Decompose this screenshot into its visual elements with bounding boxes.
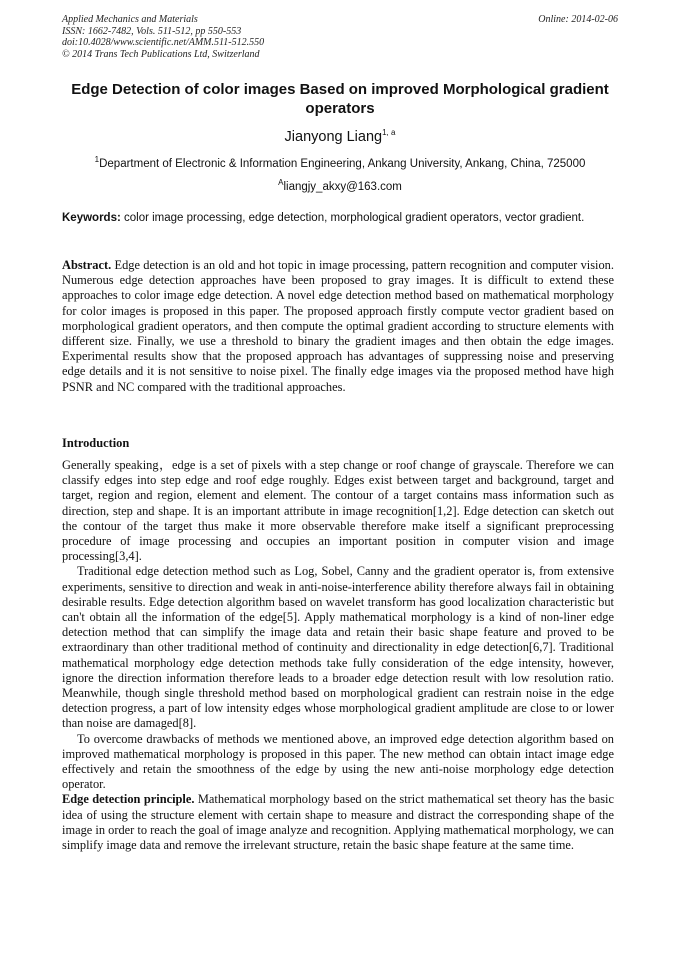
introduction-heading: Introduction — [62, 436, 130, 450]
author-name: Jianyong Liang — [284, 128, 383, 145]
issn-line: ISSN: 1662-7482, Vols. 511-512, pp 550-553 — [62, 25, 242, 37]
intro-paragraph-1: Generally speaking，edge is a set of pixels with a step change or roof change of grayscale. Therefore we can classify edges into step edge and roof edge roughly. Edges exist between target and background, target and target, region and region, element and element. The contour of a target contains mass information such as direction, step and shape. It is an important attribute in image recognition[1,2]. Edge detection can sketch out the contour of the target thus make it more observable therefore make itself a significant preprocessing procedure of image processing and occupies an important position in computer vision and image processing[3,4]. — [62, 458, 614, 564]
introduction-body — [62, 458, 614, 853]
affiliation-text: Department of Electronic & Information Engineering, Ankang University, Ankang, China, 725000 — [99, 157, 586, 170]
affiliation-superscript: 1 — [94, 155, 100, 164]
abstract-block — [62, 258, 614, 395]
journal-header — [62, 14, 618, 60]
edge-principle-label: Edge detection principle. — [62, 792, 195, 807]
paper-title: Edge Detection of color images Based on improved Morphological gradient operators — [71, 81, 609, 117]
copyright-line: © 2014 Trans Tech Publications Ltd, Switzerland — [62, 48, 260, 60]
affiliation-line — [62, 155, 618, 170]
journal-name: Applied Mechanics and Materials — [62, 14, 198, 25]
edge-principle-text: Mathematical morphology based on the strict mathematical set theory has the basic idea of using the structure element with certain shape to measure and distract the corresponding shape of the image in order to reach the goal of image analyze and recognition. Applying mathematical morphology, we can simplify image data and remove the irrelevant structure, retain the basic shape feature at the same time. — [62, 792, 614, 853]
abstract-label: Abstract. — [62, 258, 112, 272]
email-superscript: A — [278, 178, 284, 187]
email-line — [62, 178, 618, 193]
intro-paragraph-4 — [62, 792, 614, 853]
intro-paragraph-3: To overcome drawbacks of methods we mentioned above, an improved edge detection algorithm based on improved mathematical morphology is proposed in this paper. The new method can obtain intact image edge effectively and retain the smoothness of the edge by using the new anti-noise morphology edge detection operator. — [62, 731, 614, 792]
email-address[interactable]: liangjy_akxy@163.com — [283, 180, 402, 193]
online-date: Online: 2014-02-06 — [538, 14, 618, 25]
abstract-text: Edge detection is an old and hot topic in image processing, pattern recognition and computer vision. Numerous edge detection approaches have been proposed to gray images. It is difficult to extend these approaches to color image edge detection. A novel edge detection method based on mathematical morphology for color images is proposed in this paper. The proposed approach firstly compute vector gradient based on morphological gradient operators, and then compute the optimal gradient according to structure elements with different size. Finally, we use a threshold to binary the gradient images and then obtain the edge images. Experimental results show that the proposed approach has advantages of suppressing noise and preserving edge details and it is not sensitive to noise pixel. The finally edge images via the proposed method have high PSNR and NC compared with the traditional approaches. — [62, 258, 614, 394]
author-line — [62, 128, 618, 145]
keywords-label: Keywords: — [62, 212, 121, 224]
keywords-block — [62, 211, 614, 226]
intro-paragraph-2: Traditional edge detection method such as Log, Sobel, Canny and the gradient operator is, from extensive experiments, sensitive to direction and weak in anti-noise-interference ability therefore always fail in obtaining desirable results. Edge detection algorithm based on wavelet transform has good localization characteristic but can't obtain all the information of the edge[5]. Apply mathematical morphology is a kind of non-liner edge detection method that can simplify the image data and retain their basic shape feature and proved to be extraordinary than other traditional method of continuity and directionality in edge detection[6,7]. Traditional mathematical morphology edge detection methods take fully consideration of the edge intensity, however, ignore the direction information therefore leads to a broader edge detection result with low resolution ratio. Meanwhile, though single threshold method based on morphological gradient can restrain noise in the edge detection progress, a part of low intensity edges whose morphological gradient amplitude are close to or lower than noise are damaged[8]. — [62, 564, 614, 731]
author-superscript: 1, a — [382, 128, 396, 137]
doi-line: doi:10.4028/www.scientific.net/AMM.511-512.550 — [62, 37, 265, 48]
keywords-text: color image processing, edge detection, morphological gradient operators, vector gradient. — [124, 212, 585, 224]
